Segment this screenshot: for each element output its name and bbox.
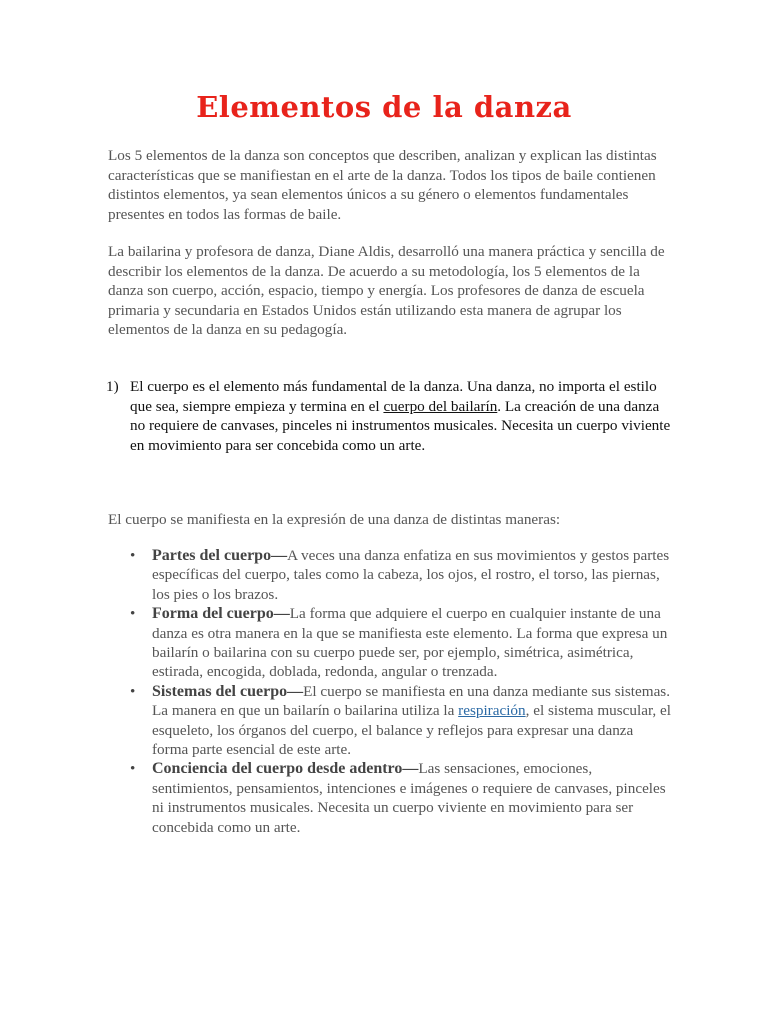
underlined-phrase: cuerpo del bailarín — [383, 397, 498, 415]
bullet-list — [112, 546, 672, 837]
bullet-text: Las sensaciones, emociones, sentimientos, pensamientos, intenciones e imágenes o requiere de canvases, pinceles ni instrumentos musicales. Necesita un cuerpo viviente en movimiento para ser concebida como un arte. — [152, 760, 666, 836]
bullet-icon: • — [130, 605, 136, 623]
intro-paragraph: Los 5 elementos de la danza son conceptos que describen, analizan y explican las distintas características que se manifiestan en el arte de la danza. Todos los tipos de baile contienen distintos elementos, ya sean elementos únicos a su género o elementos fundamentales presentes en todos las formas de baile. — [108, 147, 657, 223]
bullet-icon: • — [130, 760, 136, 778]
bullet-heading: Forma del cuerpo— — [152, 605, 290, 623]
bullet-text: A veces una danza enfatiza en sus movimientos y gestos partes específicas del cuerpo, tales como la cabeza, los ojos, el rostro, el torso, las piernas, los pies o los brazos. — [152, 547, 670, 603]
list-item — [112, 759, 672, 837]
numbered-item-text — [130, 377, 672, 455]
bullet-heading: Sistemas del cuerpo— — [152, 682, 304, 700]
bullet-text-before: El cuerpo se manifiesta en una danza mediante sus sistemas. La manera en que un bailarín o bailarina utiliza la — [152, 682, 671, 720]
bullet-text: La forma que adquiere el cuerpo en cualquier instante de una danza es otra manera en la que se manifiesta este elemento. La forma que expresa un bailarín o bailarina con su cuerpo puede ser, por ejemplo, simétrica, asimétrica, estirada, encogida, doblada, redonda, angular o trenzada. — [152, 605, 668, 681]
manifest-intro-paragraph: El cuerpo se manifiesta en la expresión de una danza de distintas maneras: — [108, 511, 561, 528]
list-item — [112, 604, 672, 682]
bullet-icon: • — [130, 682, 136, 700]
list-item — [112, 682, 672, 760]
page-title: Elementos de la danza — [196, 90, 572, 124]
respiracion-link[interactable]: respiración — [458, 702, 526, 720]
bullet-heading: Conciencia del cuerpo desde adentro— — [152, 760, 419, 778]
bullet-heading: Partes del cuerpo— — [152, 547, 288, 564]
numbered-text-before: El cuerpo es el elemento más fundamental de la danza. Una danza, no importa el estilo que sea, siempre empieza y termina en el — [130, 378, 657, 415]
bullet-text-after: , el sistema muscular, el esqueleto, los órganos del cuerpo, el balance y reflejos para expresar una danza forma parte esencial de este arte. — [152, 702, 671, 759]
second-paragraph: La bailarina y profesora de danza, Diane Aldis, desarrolló una manera práctica y sencilla de describir los elementos de la danza. De acuerdo a su metodología, los 5 elementos de la danza son cuerpo, acción, espacio, tiempo y energía. Los profesores de danza de escuela primaria y secundaria en Estados Unidos están utilizando esta manera de agrupar los elementos de la danza en su pedagogía. — [108, 243, 665, 339]
numbered-text-after: . La creación de una danza no requiere de canvases, pinceles ni instrumentos musicales. Necesita un cuerpo viviente en movimiento para ser concebida como un arte. — [130, 397, 671, 454]
list-number: 1) — [106, 378, 119, 395]
list-item — [112, 546, 672, 604]
numbered-item — [106, 377, 672, 455]
bullet-icon: • — [130, 547, 136, 564]
